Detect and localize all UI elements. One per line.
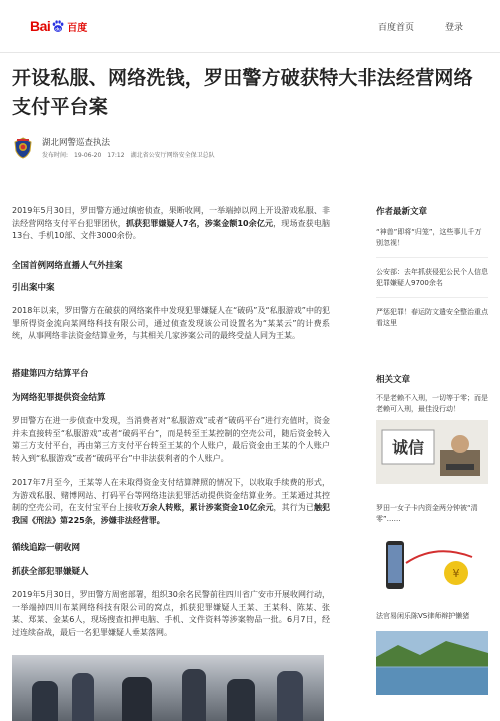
section-heading-1: 全国首例网络直播人气外挂案 [12,261,123,271]
article-source: 湖北省公安厅网络安全保卫总队 [130,152,215,159]
section-heading-5: 循线追踪一朝收网 [12,543,81,553]
author-name[interactable]: 湖北网警巡查执法 [42,138,111,148]
nav-login-link[interactable]: 登录 [445,23,464,33]
publish-time: 17:12 [107,152,125,159]
photo-figure [277,671,303,721]
paragraph-4-highlight-2: 触犯我国《刑法》第225条，涉嫌非法经营罪。 [12,503,331,525]
divider [376,257,488,258]
paragraph-3: 罗田警方在进一步侦查中发现，当消费者对“私服游戏”或者“破码平台”进行充值时，资金并未直接转至“私服游戏”或者“破码平台”，而是转至王某控制的空壳公司，随后资金转入第三方支付平台，再由第三方支付平台转至王某的个人账户，最后资金由王某的个人账户转入到“私服游戏”或者“破码平台”中非法获利者的个人账户。 [12,416,330,463]
photo-figure [182,669,206,721]
paragraph-1-text-c: ，现场查获电脑13台、手机10部、文件3000余份。 [12,218,331,240]
publish-label: 发布时间: [42,152,69,159]
section-heading-6: 抓获全部犯罪嫌疑人 [12,567,89,577]
logo-cn-text: 百度 [67,22,88,34]
top-navbar [0,0,500,53]
paragraph-4-highlight-1: 万余人转账，累计涉案资金10亿余元 [141,503,274,512]
paragraph-1 [12,205,330,243]
svg-text:du: du [55,26,62,32]
baidu-paw-icon [51,19,65,33]
paragraph-4-text-c: ，其行为已 [273,503,314,512]
paragraph-4-text-a: 2017年7月至今，王某等人在未取得资金支付结算牌照的情况下，以收取手续费的形式，为游戏私服、赌博网站、打码平台等网络违法犯罪活动提供资金结算业务。王某通过其控制的空壳公司，在支付宝平台上接收 [12,478,330,512]
paragraph-1-text-a: 2019年5月30日，罗田警方通过缜密侦查，果断收网，一举端掉以网上开设游戏私服、非法经营网络支付平台犯罪团伙， [12,206,330,228]
sidebar-related-item[interactable]: 不是老赖不入刑，一切等于零；而是老赖可入刑，最佳没行动！ [376,394,488,413]
photo-figure [32,681,58,721]
article-title: 开设私服、网络洗钱，罗田警方破获特大非法经营网络支付平台案 [12,67,473,118]
landscape-image [376,631,488,695]
section-heading-3: 搭建第四方结算平台 [12,369,89,379]
related-thumbnail-landscape[interactable] [376,631,488,695]
section-heading-4: 为网络犯罪提供资金结算 [12,393,106,403]
related-thumbnail-phone[interactable] [376,533,488,597]
sidebar-related-heading: 相关文章 [376,375,411,385]
baidu-logo[interactable] [30,18,87,34]
paragraph-4 [12,477,330,527]
sidebar-related-item[interactable]: 法官易闲乐陈VS律师辩护懒猪 [376,612,470,620]
related-thumbnail-integrity[interactable] [376,420,488,484]
integrity-image [376,420,488,484]
divider [376,297,488,298]
article-meta [42,150,221,159]
logo-bai-text: Bai [30,18,51,34]
integrity-thumb-text: 诚信 [391,438,425,457]
paragraph-2: 2018年以来，罗田警方在破获的网络案件中发现犯罪嫌疑人在“破码”及“私服游戏”中的犯罪所得资金流向某网络科技有限公司，通过侦查发现该公司设置名为“某某云”的计费系统，从事网络非法资金结算业务，与其相关几家涉案公司的最终受益人同为王某。 [12,306,330,340]
paragraph-5: 2019年5月30日，罗田警方周密部署，组织30余名民警前往四川省广安市开展收网行动，一举端掉四川布某网络科技有限公司的窝点，抓获犯罪嫌疑人王某、王某科、陈某、张某、郑某、金某6人，现场搜查扣押电脑、手机、文件资料等涉案物品一批。6月7日，经过连续奋战，最后一名犯罪嫌疑人垂某落网。 [12,590,330,637]
paragraph-1-highlight: 抓获犯罪嫌疑人7名，涉案金额10余亿元 [125,218,274,228]
section-heading-2: 引出案中案 [12,283,55,293]
photo-figure [122,677,152,721]
photo-figure [72,673,94,721]
article-photo [12,655,324,721]
sidebar-author-item[interactable]: “神兽”即将“归笼”，这些事儿千万别忽视！ [376,228,482,247]
sidebar-author-item[interactable]: 严惩犯罪！春运防文遣安全整治重点看这里 [376,308,488,327]
photo-figure [227,679,255,721]
svg-text:¥: ¥ [452,567,460,580]
sidebar-author-heading: 作者最新文章 [376,207,428,217]
publish-date: 19-06-20 [74,152,102,159]
author-info [12,134,482,166]
sidebar-related-item[interactable]: 罗田一女子卡内资金两分钟被“清零”…… [376,504,478,523]
nav-baidu-home-link[interactable]: 百度首页 [378,23,415,33]
phone-scam-image [376,533,488,597]
police-badge-avatar-icon[interactable] [12,136,34,160]
sidebar-author-item[interactable]: 公安部：去年抓获侵犯公民个人信息犯罪嫌疑人9700余名 [376,268,488,287]
